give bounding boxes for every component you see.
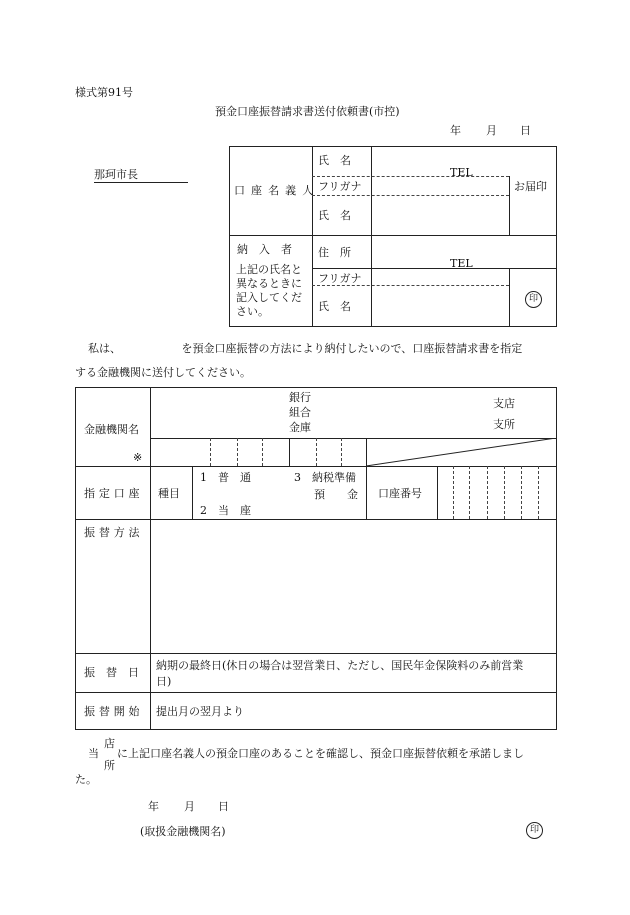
institution-label: 金融機関名 [84, 423, 139, 436]
name-label-3: 氏 名 [318, 300, 351, 313]
name-label: 氏 名 [318, 154, 351, 167]
name-label-2: 氏 名 [318, 209, 351, 222]
footer-date-day: 日 [218, 800, 229, 813]
account-number-label: 口座番号 [378, 487, 422, 500]
document-title: 預金口座振替請求書送付依頼書(市控) [215, 105, 400, 118]
furigana-label-2: フリガナ [318, 272, 362, 285]
addressee-underline [94, 182, 188, 183]
addressee: 那珂市長 [94, 168, 138, 181]
payer-note-1: 上記の氏名と [236, 263, 302, 276]
payer-note-3: 記入してくだ [236, 291, 302, 304]
type-option-deposit: 預 金 [314, 488, 358, 501]
diagonal-line [366, 438, 557, 467]
form-number: 様式第91号 [75, 86, 133, 99]
transfer-day-text-2: 日) [156, 675, 172, 688]
seal-label: お届印 [514, 180, 547, 193]
seal-mark-icon: 印 [525, 291, 542, 308]
transfer-day-text-1: 納期の最終日(休日の場合は翌営業日、ただし、国民年金保険料のみ前営業 [156, 659, 524, 672]
institution-type-vault: 金庫 [289, 421, 311, 434]
transfer-start-text: 提出月の翌月より [156, 705, 244, 718]
footer-store-top: 店 [104, 737, 115, 750]
transfer-day-label: 振 替 日 [84, 666, 139, 679]
furigana-label: フリガナ [318, 180, 362, 193]
account-holder-label: 口座名義人 [234, 184, 320, 197]
payer-note-4: さい。 [236, 305, 269, 318]
footer-date-year: 年 [148, 800, 159, 813]
date-month: 月 [486, 124, 497, 137]
type-label: 種目 [158, 487, 180, 500]
request-line-2: する金融機関に送付してください。 [75, 366, 251, 379]
payer-note-2: 異なるときに [236, 277, 302, 290]
branch-type-office: 支所 [493, 418, 515, 431]
type-option-tax: 3 納税準備 [294, 471, 356, 484]
type-option-current: 2 当 座 [200, 504, 251, 517]
tel-label-2: TEL [450, 257, 473, 270]
bank-name-label: (取扱金融機関名) [140, 825, 226, 838]
branch-type-store: 支店 [493, 397, 515, 410]
institution-type-bank: 銀行 [289, 391, 311, 404]
footer-line-2: た。 [75, 773, 97, 786]
type-option-ordinary: 1 普 通 [200, 471, 251, 484]
note-mark: ※ [133, 451, 143, 464]
footer-line-1: に上記口座名義人の預金口座のあることを確認し、預金口座振替依頼を承諾しまし [117, 747, 524, 760]
transfer-method-label: 振替方法 [84, 526, 144, 539]
institution-type-union: 組合 [289, 406, 311, 419]
footer-date-month: 月 [184, 800, 195, 813]
designated-account-label: 指定口座 [84, 487, 144, 500]
address-label: 住 所 [318, 246, 351, 259]
footer-store-bottom: 所 [104, 759, 115, 772]
date-day: 日 [520, 124, 531, 137]
footer-prefix: 当 [88, 747, 99, 760]
footer-seal-mark-icon: 印 [526, 822, 543, 839]
transfer-start-label: 振替開始 [84, 705, 144, 718]
date-year: 年 [450, 124, 461, 137]
tel-label: TEL [450, 166, 473, 179]
payer-label: 納 入 者 [237, 243, 292, 256]
request-line-1: 私は、 を預金口座振替の方法により納付したいので、口座振替請求書を指定 [88, 342, 523, 355]
